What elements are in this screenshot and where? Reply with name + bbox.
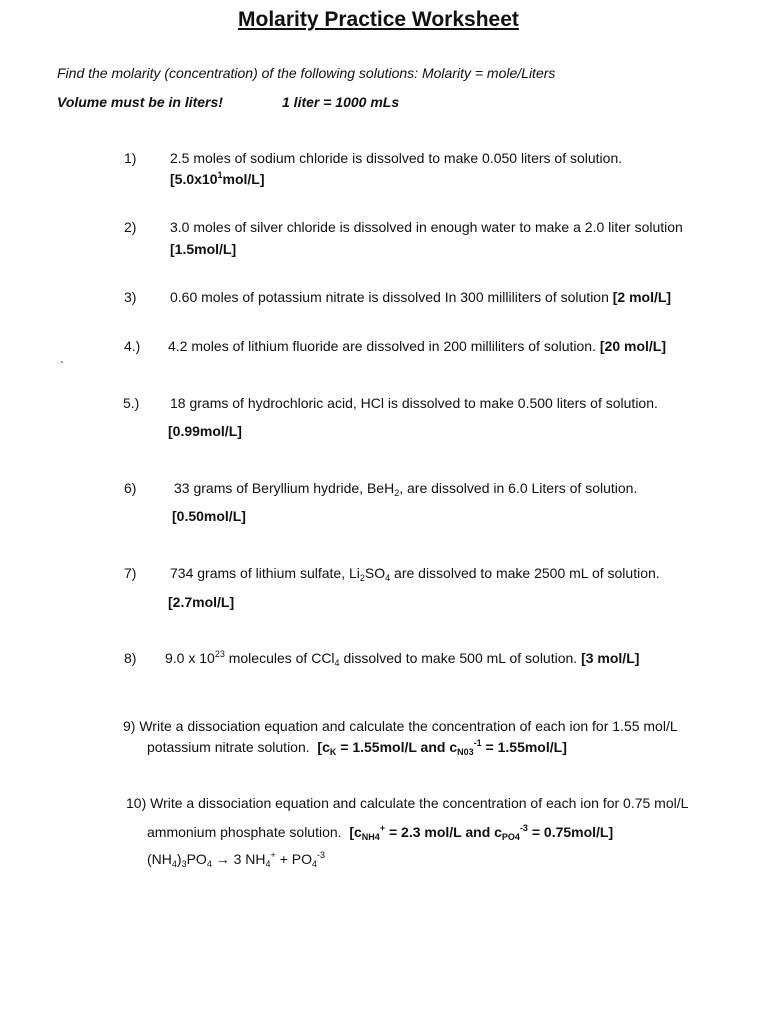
problem-3-answer: [2 mol/L]: [612, 289, 672, 305]
problem-10-text: 10) Write a dissociation equation and calculate the concentration of each ion for 0.75 mol/L: [126, 795, 689, 811]
problem-3-number: 3): [124, 289, 137, 305]
page-title: Molarity Practice Worksheet: [238, 8, 519, 31]
problem-7-answer: [2.7mol/L]: [168, 594, 235, 610]
problem-8-answer: [3 mol/L]: [581, 650, 640, 666]
problem-7-text: 734 grams of lithium sulfate, $Li_2SO_4$ are dissolved to make 2500 mL of solution.: [170, 565, 660, 583]
problem-8-number: 8): [124, 650, 137, 666]
problem-5-text: 18 grams of hydrochloric acid, HCl is dissolved to make 0.500 liters of solution.: [170, 395, 658, 411]
problem-1-text: 2.5 moles of sodium chloride is dissolved to make 0.050 liters of solution.: [170, 150, 623, 166]
problem-7-number: 7): [124, 565, 137, 581]
problem-10-line2: ammonium phosphate solution. [$c_{NH4}^+ = 2.3$ mol/L and $c_{PO4}^{-3} = 0.75mol/L$]: [147, 823, 614, 842]
dissociation-equation: $(NH_4)_3PO_4 \to 3$ $NH_4^+ + PO_4^{-3}$: [147, 850, 326, 869]
problem-4-number: 4.): [124, 338, 141, 354]
problem-9-line2: potassium nitrate solution. [$c_K = 1.55mol/L$ and $c_{N03}^{-1} = 1.55mol/L$]: [147, 738, 567, 757]
problem-2-number: 2): [124, 219, 137, 235]
problem-6-text: 33 grams of Beryllium hydride, BeH$_2$, are dissolved in 6.0 Liters of solution.: [174, 480, 638, 498]
problem-1-answer: $[5.0x10^1mol/L]$: [170, 170, 265, 187]
problem-4-line: 4.2 moles of lithium fluoride are dissolved in 200 milliliters of solution. [20 mol/L]: [168, 338, 666, 354]
problem-8-line: 9.0 x $10^{23}$ molecules of CCl$_4$ dissolved to make 500 mL of solution. [3 mol/L]: [165, 649, 640, 668]
problem-9-text: 9) Write a dissociation equation and calculate the concentration of each ion for 1.55 mol/L: [123, 718, 678, 734]
problem-4-answer: [20 mol/L]: [599, 338, 666, 354]
instructions: Find the molarity (concentration) of the following solutions: Molarity = mole/Liters: [57, 65, 556, 81]
problem-6-number: 6): [124, 480, 137, 496]
problem-2-answer: [1.5mol/L]: [170, 241, 237, 257]
problem-3-line: 0.60 moles of potassium nitrate is dissolved In 300 milliliters of solution [2 mol/L]: [170, 289, 672, 305]
volume-note: Volume must be in liters!: [57, 94, 223, 110]
problem-1-number: 1): [124, 150, 137, 166]
problem-5-answer: [0.99mol/L]: [168, 423, 242, 439]
problem-10-answer: [$c_{NH4}^+ = 2.3$ mol/L and $c_{PO4}^{-3} = 0.75mol/L$]: [349, 823, 614, 842]
conversion-note: 1 liter = 1000 mLs: [282, 94, 400, 110]
problem-6-answer: [0.50mol/L]: [172, 508, 246, 524]
stray-mark: `: [60, 359, 64, 373]
problem-5-number: 5.): [123, 395, 140, 411]
problem-2-text: 3.0 moles of silver chloride is dissolved in enough water to make a 2.0 liter solution: [170, 219, 683, 235]
problem-9-answer: [$c_K = 1.55mol/L$ and $c_{N03}^{-1} = 1.55mol/L$]: [317, 738, 567, 757]
